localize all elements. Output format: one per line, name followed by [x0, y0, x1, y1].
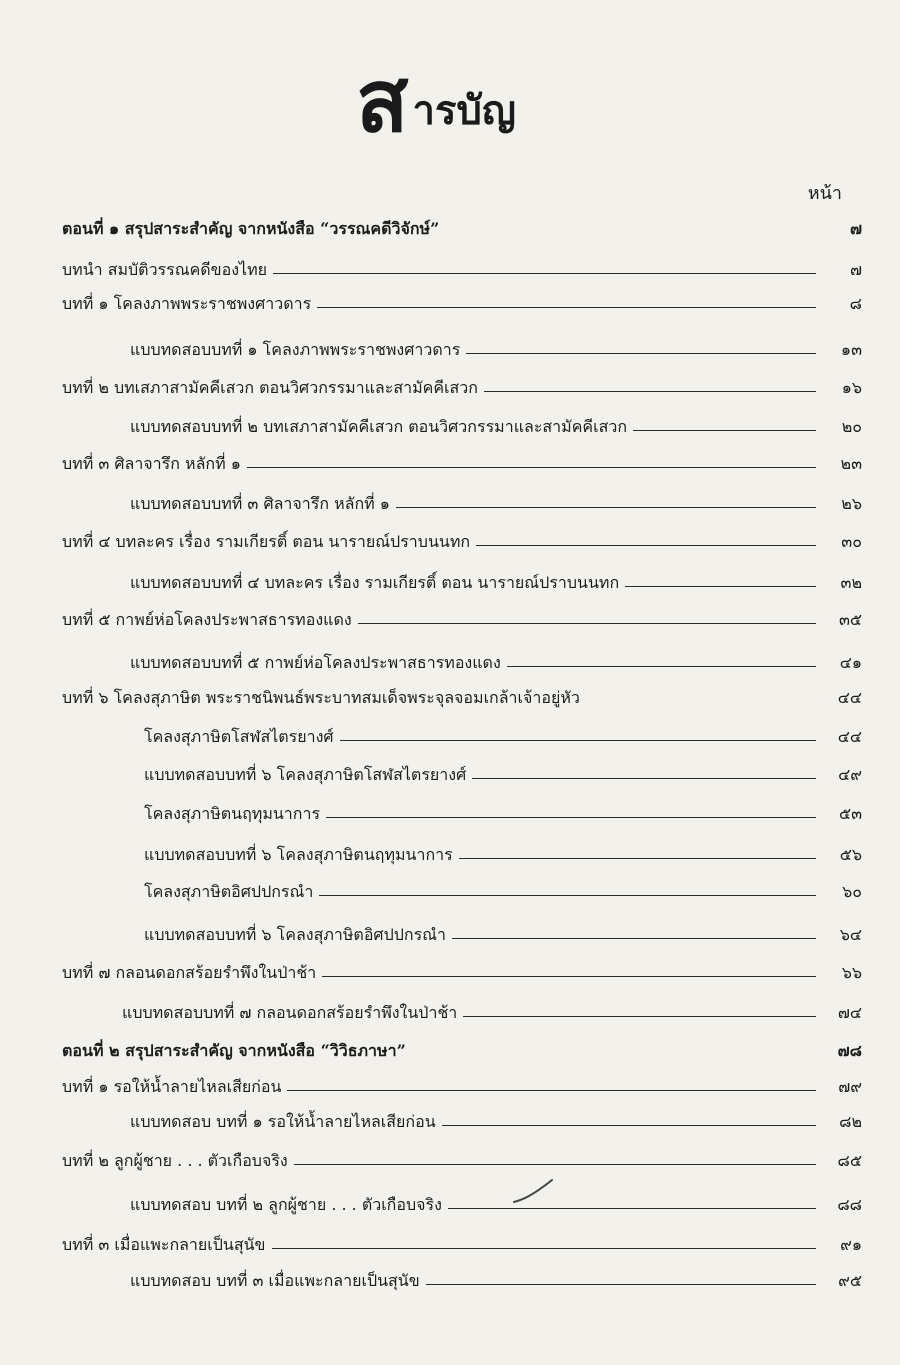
toc-entry-row: [62, 281, 862, 313]
leader-line: [396, 507, 816, 508]
toc-entry-label: บทที่ ๗ กลอนดอกสร้อยรำพึงในป่าช้า: [62, 962, 317, 982]
leader-line: [472, 778, 816, 779]
toc-entry-row: [122, 990, 862, 1022]
toc-entry-page: ๓๕: [838, 609, 862, 629]
leader-line: [633, 430, 816, 431]
leader-line: [273, 273, 816, 274]
leader-line: [476, 545, 816, 546]
leader-line: [448, 1208, 816, 1209]
leader-line: [294, 1164, 816, 1165]
toc-entry-page: ๖๔: [839, 924, 862, 944]
leader-line: [319, 895, 816, 896]
toc-entry-label: ตอนที่ ๑ สรุปสาระสำคัญ จากหนังสือ “วรรณคดีวิจักษ์”: [62, 218, 440, 238]
leader-line: [340, 740, 816, 741]
toc-entry-label: บทที่ ๒ บทเสภาสามัคคีเสวก ตอนวิศวกรรมาและสามัคคีเสวก: [62, 377, 478, 397]
toc-part-row: [62, 1028, 862, 1060]
toc-entry-label: แบบทดสอบบทที่ ๒ บทเสภาสามัคคีเสวก ตอนวิศวกรรมาและสามัคคีเสวก: [130, 416, 628, 436]
toc-entry-page: ๑๓: [840, 339, 862, 359]
toc-entry-label: แบบทดสอบ บทที่ ๒ ลูกผู้ชาย . . . ตัวเกือบจริง: [130, 1194, 442, 1214]
toc-entry-page: ๒๐: [841, 416, 862, 436]
toc-entry-page: ๗๘: [837, 1040, 862, 1060]
toc-entry-row: [130, 327, 862, 359]
title-initial: ส: [356, 52, 409, 152]
toc-entry-page: ๕๓: [838, 803, 862, 823]
toc-entry-row: [130, 640, 862, 672]
toc-entry-row: [130, 1258, 862, 1290]
toc-entry-page: ๓๒: [840, 572, 862, 592]
toc-entry-label: แบบทดสอบบทที่ ๖ โคลงสุภาษิตนฤทุมนาการ: [144, 844, 453, 864]
toc-entry-page: ๗: [849, 259, 862, 279]
toc-entry-label: บทที่ ๓ ศิลาจารึก หลักที่ ๑: [62, 453, 241, 473]
leader-line: [442, 1125, 816, 1126]
toc-entry-label: แบบทดสอบบทที่ ๔ บทละคร เรื่อง รามเกียรติ์ ตอน นารายณ์ปราบนนทก: [130, 572, 620, 592]
toc-entry-label: ตอนที่ ๒ สรุปสาระสำคัญ จากหนังสือ “วิวิธภาษา”: [62, 1040, 406, 1060]
toc-entry-page: ๗๙: [838, 1076, 862, 1096]
toc-entry-page: ๓๐: [841, 531, 862, 551]
toc-entry-page: ๙๕: [838, 1270, 862, 1290]
leader-line: [272, 1248, 817, 1249]
toc-entry-page: ๘: [849, 293, 862, 313]
toc-entry-label: บทที่ ๒ ลูกผู้ชาย . . . ตัวเกือบจริง: [62, 1150, 288, 1170]
toc-entry-page: ๒๖: [841, 493, 862, 513]
toc-entry-label: บทที่ ๑ รอให้น้ำลายไหลเสียก่อน: [62, 1076, 282, 1096]
toc-entry-row: [62, 950, 862, 982]
toc-entry-row: [62, 675, 862, 707]
pencil-check-mark: [512, 1178, 556, 1206]
toc-entry-row: [62, 441, 862, 473]
toc-entry-page: ๒๓: [840, 453, 862, 473]
toc-entry-row: [144, 832, 862, 864]
toc-entry-row: [144, 752, 862, 784]
toc-entry-label: บทที่ ๕ กาพย์ห่อโคลงประพาสธารทองแดง: [62, 609, 352, 629]
toc-entry-row: [62, 365, 862, 397]
page-column-header: หน้า: [807, 183, 842, 204]
toc-entry-row: [130, 1182, 862, 1214]
toc-entry-page: ๖๐: [842, 881, 862, 901]
title-rest: ารบัญ: [412, 88, 516, 134]
toc-entry-page: ๔๔: [837, 687, 862, 707]
toc-entry-label: แบบทดสอบบทที่ ๕ กาพย์ห่อโคลงประพาสธารทองแดง: [130, 652, 501, 672]
toc-entry-label: โคลงสุภาษิตอิศปปกรณำ: [144, 881, 314, 901]
toc-entry-label: บทที่ ๔ บทละคร เรื่อง รามเกียรติ์ ตอน นารายณ์ปราบนนทก: [62, 531, 471, 551]
leader-line: [326, 817, 816, 818]
leader-line: [452, 938, 816, 939]
leader-line: [247, 467, 816, 468]
leader-line: [625, 586, 816, 587]
toc-entry-row: [62, 1138, 862, 1170]
toc-entry-row: [62, 597, 862, 629]
toc-entry-label: แบบทดสอบบทที่ ๖ โคลงสุภาษิตอิศปปกรณำ: [144, 924, 447, 944]
toc-entry-page: ๗๔: [837, 1002, 862, 1022]
leader-line: [358, 623, 816, 624]
toc-entry-label: แบบทดสอบ บทที่ ๑ รอให้น้ำลายไหลเสียก่อน: [130, 1111, 436, 1131]
toc-entry-page: ๔๙: [838, 764, 862, 784]
toc-entry-row: [130, 560, 862, 592]
toc-entry-label: บทที่ ๓ เมื่อแพะกลายเป็นสุนัข: [62, 1234, 266, 1254]
toc-entry-page: ๕๖: [839, 844, 862, 864]
toc-entry-row: [144, 714, 862, 746]
leader-line: [322, 976, 816, 977]
toc-entry-row: [130, 481, 862, 513]
toc-entry-page: ๙๑: [840, 1234, 862, 1254]
toc-entry-label: แบบทดสอบบทที่ ๗ กลอนดอกสร้อยรำพึงในป่าช้า: [122, 1002, 458, 1022]
toc-entry-label: แบบทดสอบ บทที่ ๓ เมื่อแพะกลายเป็นสุนัข: [130, 1270, 420, 1290]
leader-line: [463, 1016, 816, 1017]
toc-entry-row: [130, 404, 862, 436]
leader-line: [466, 353, 816, 354]
toc-entry-page: ๘๒: [839, 1111, 862, 1131]
toc-entry-row: [130, 1099, 862, 1131]
leader-line: [426, 1284, 816, 1285]
toc-entry-label: โคลงสุภาษิตนฤทุมนาการ: [144, 803, 321, 823]
leader-line: [507, 666, 816, 667]
toc-entry-row: [62, 247, 862, 279]
toc-entry-page: ๑๖: [841, 377, 862, 397]
toc-entry-page: ๖๖: [841, 962, 862, 982]
toc-entry-row: [144, 791, 862, 823]
toc-entry-label: บทที่ ๑ โคลงภาพพระราชพงศาวดาร: [62, 293, 312, 313]
toc-entry-page: ๔๔: [837, 726, 862, 746]
leader-line: [287, 1090, 816, 1091]
toc-entry-label: บทนำ สมบัติวรรณคดีของไทย: [62, 259, 268, 279]
toc-entry-page: ๔๑: [839, 652, 862, 672]
toc-part-row: [62, 206, 862, 238]
leader-line: [317, 307, 816, 308]
toc-entry-page: ๗: [849, 218, 862, 238]
toc-entry-label: แบบทดสอบบทที่ ๑ โคลงภาพพระราชพงศาวดาร: [130, 339, 461, 359]
toc-entry-row: [62, 1064, 862, 1096]
toc-entry-label: แบบทดสอบบทที่ ๖ โคลงสุภาษิตโสฬสไตรยางศ์: [144, 764, 467, 784]
toc-entry-label: แบบทดสอบบทที่ ๓ ศิลาจารึก หลักที่ ๑: [130, 493, 390, 513]
toc-entry-row: [62, 1222, 862, 1254]
toc-entry-label: โคลงสุภาษิตโสฬสไตรยางศ์: [144, 726, 334, 746]
toc-entry-page: ๘๘: [837, 1194, 862, 1214]
toc-entry-row: [144, 912, 862, 944]
toc-entry-row: [62, 519, 862, 551]
toc-entry-label: บทที่ ๖ โคลงสุภาษิต พระราชนิพนธ์พระบาทสมเด็จพระจุลจอมเกล้าเจ้าอยู่หัว: [62, 687, 580, 707]
leader-line: [459, 858, 816, 859]
leader-line: [484, 391, 816, 392]
toc-entry-page: ๘๕: [837, 1150, 862, 1170]
toc-entry-row: [144, 869, 862, 901]
